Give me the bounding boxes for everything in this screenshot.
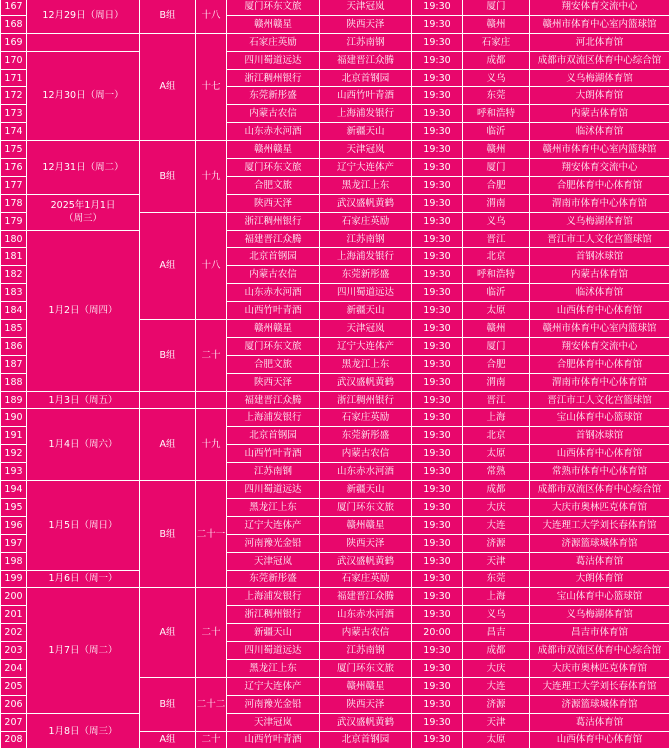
match-time: 19:30 — [412, 463, 463, 481]
match-number: 207 — [1, 713, 27, 731]
home-team: 内蒙古农信 — [227, 105, 320, 123]
match-venue: 葛沽体育馆 — [530, 552, 670, 570]
away-team: 陕西天泽 — [320, 534, 412, 552]
match-venue: 赣州市体育中心室内篮球馆 — [530, 320, 670, 338]
away-team: 武汉盛帆黄鹤 — [320, 194, 412, 212]
match-time: 19:30 — [412, 642, 463, 660]
away-team: 辽宁大连体产 — [320, 159, 412, 177]
group-label — [140, 391, 196, 409]
match-venue: 翔安体育交流中心 — [530, 159, 670, 177]
home-team: 辽宁大连体产 — [227, 677, 320, 695]
home-team: 江苏南钢 — [227, 463, 320, 481]
table-row — [1, 51, 670, 69]
match-number: 182 — [1, 266, 27, 284]
match-city: 呼和浩特 — [463, 105, 530, 123]
away-team: 石家庄英励 — [320, 212, 412, 230]
match-date: 1月3日（周五） — [27, 391, 140, 409]
home-team: 上海浦发银行 — [227, 409, 320, 427]
match-venue: 山西体育中心体育馆 — [530, 302, 670, 320]
home-team: 黑龙江上东 — [227, 659, 320, 677]
match-venue: 赣州市体育中心室内篮球馆 — [530, 141, 670, 159]
match-time: 19:30 — [412, 105, 463, 123]
match-number: 208 — [1, 731, 27, 749]
match-time: 19:30 — [412, 481, 463, 499]
match-number: 185 — [1, 320, 27, 338]
home-team: 上海浦发银行 — [227, 588, 320, 606]
match-city: 赣州 — [463, 320, 530, 338]
match-date: 1月7日（周二） — [27, 588, 140, 713]
home-team: 福建晋江众腾 — [227, 391, 320, 409]
match-city: 大连 — [463, 677, 530, 695]
match-date: 1月2日（周四） — [27, 230, 140, 391]
table-row — [1, 713, 670, 731]
match-number: 171 — [1, 69, 27, 87]
home-team: 辽宁大连体产 — [227, 516, 320, 534]
round-label: 十八 — [196, 212, 227, 319]
match-number: 188 — [1, 373, 27, 391]
match-venue: 大连理工大学刘长春体育馆 — [530, 516, 670, 534]
match-city: 上海 — [463, 588, 530, 606]
match-city: 临沂 — [463, 123, 530, 141]
match-city: 太原 — [463, 302, 530, 320]
home-team: 浙江稠州银行 — [227, 212, 320, 230]
match-venue: 赣州市体育中心室内篮球馆 — [530, 15, 670, 33]
away-team: 新疆天山 — [320, 123, 412, 141]
match-city: 大庆 — [463, 498, 530, 516]
away-team: 厦门环东文旅 — [320, 659, 412, 677]
match-venue: 大庆市奥林匹克体育馆 — [530, 498, 670, 516]
home-team: 四川蜀道远达 — [227, 642, 320, 660]
match-time: 19:30 — [412, 534, 463, 552]
match-time: 19:30 — [412, 588, 463, 606]
match-number: 197 — [1, 534, 27, 552]
match-number: 202 — [1, 624, 27, 642]
match-city: 北京 — [463, 427, 530, 445]
match-number: 169 — [1, 33, 27, 51]
match-city: 北京 — [463, 248, 530, 266]
match-number: 168 — [1, 15, 27, 33]
home-team: 福建晋江众腾 — [227, 230, 320, 248]
match-date: 2025年1月1日 （周三） — [27, 194, 140, 230]
away-team: 山东赤水河酒 — [320, 463, 412, 481]
away-team: 东莞新彤盛 — [320, 266, 412, 284]
match-city: 太原 — [463, 731, 530, 749]
round-label: 十九 — [196, 409, 227, 481]
away-team: 陕西天泽 — [320, 15, 412, 33]
match-time: 19:30 — [412, 677, 463, 695]
away-team: 江苏南钢 — [320, 33, 412, 51]
home-team: 赣州赣星 — [227, 15, 320, 33]
match-venue: 晋江市工人文化宫篮球馆 — [530, 391, 670, 409]
group-label: B组 — [140, 320, 196, 392]
group-label: B组 — [140, 0, 196, 33]
away-team: 江苏南钢 — [320, 642, 412, 660]
match-venue: 济源篮球城体育馆 — [530, 695, 670, 713]
round-label: 二十 — [196, 731, 227, 749]
match-date: 12月31日（周二） — [27, 141, 140, 195]
match-time: 19:30 — [412, 266, 463, 284]
match-date: 1月5日（周日） — [27, 481, 140, 570]
match-city: 临沂 — [463, 284, 530, 302]
match-venue: 义乌梅湖体育馆 — [530, 606, 670, 624]
match-time: 19:30 — [412, 159, 463, 177]
home-team: 北京首钢园 — [227, 248, 320, 266]
match-city: 厦门 — [463, 337, 530, 355]
match-number: 186 — [1, 337, 27, 355]
round-label — [196, 391, 227, 409]
away-team: 福建晋江众腾 — [320, 51, 412, 69]
match-city: 济源 — [463, 695, 530, 713]
match-time: 19:30 — [412, 516, 463, 534]
match-city: 太原 — [463, 445, 530, 463]
match-number: 198 — [1, 552, 27, 570]
home-team: 赣州赣星 — [227, 320, 320, 338]
match-number: 183 — [1, 284, 27, 302]
match-time: 19:30 — [412, 552, 463, 570]
table-row — [1, 391, 670, 409]
match-venue: 大庆市奥林匹克体育馆 — [530, 659, 670, 677]
match-city: 济源 — [463, 534, 530, 552]
match-city: 大连 — [463, 516, 530, 534]
match-venue: 首钢冰球馆 — [530, 248, 670, 266]
group-label: A组 — [140, 409, 196, 481]
match-venue: 临沭体育馆 — [530, 123, 670, 141]
match-city: 义乌 — [463, 69, 530, 87]
match-number: 203 — [1, 642, 27, 660]
match-number: 184 — [1, 302, 27, 320]
match-time: 19:30 — [412, 141, 463, 159]
match-number: 195 — [1, 498, 27, 516]
match-venue: 翔安体育交流中心 — [530, 0, 670, 15]
match-venue: 河北体育馆 — [530, 33, 670, 51]
match-time: 19:30 — [412, 87, 463, 105]
match-time: 19:30 — [412, 51, 463, 69]
home-team: 天津冠岚 — [227, 552, 320, 570]
home-team: 合肥文旅 — [227, 355, 320, 373]
home-team: 山东赤水河酒 — [227, 123, 320, 141]
match-number: 192 — [1, 445, 27, 463]
away-team: 上海浦发银行 — [320, 248, 412, 266]
match-city: 大庆 — [463, 659, 530, 677]
table-row — [1, 570, 670, 588]
match-number: 181 — [1, 248, 27, 266]
home-team: 内蒙古农信 — [227, 266, 320, 284]
match-number: 196 — [1, 516, 27, 534]
match-city: 晋江 — [463, 391, 530, 409]
away-team: 北京首钢园 — [320, 731, 412, 749]
match-number: 191 — [1, 427, 27, 445]
match-time: 19:30 — [412, 373, 463, 391]
round-label: 十八 — [196, 0, 227, 33]
match-time: 19:30 — [412, 427, 463, 445]
match-city: 义乌 — [463, 606, 530, 624]
match-time: 19:30 — [412, 248, 463, 266]
away-team: 赣州赣星 — [320, 516, 412, 534]
match-time: 19:30 — [412, 695, 463, 713]
match-number: 180 — [1, 230, 27, 248]
round-label: 二十 — [196, 588, 227, 677]
home-team: 浙江稠州银行 — [227, 606, 320, 624]
round-label: 十七 — [196, 33, 227, 140]
match-number: 199 — [1, 570, 27, 588]
match-number: 205 — [1, 677, 27, 695]
match-time: 19:30 — [412, 212, 463, 230]
table-row — [1, 141, 670, 159]
match-venue: 合肥体育中心体育馆 — [530, 355, 670, 373]
away-team: 四川蜀道远达 — [320, 284, 412, 302]
match-venue: 成都市双流区体育中心综合馆 — [530, 481, 670, 499]
match-time: 19:30 — [412, 355, 463, 373]
match-number: 170 — [1, 51, 27, 69]
match-city: 常熟 — [463, 463, 530, 481]
away-team: 山西竹叶青酒 — [320, 87, 412, 105]
home-team: 厦门环东文旅 — [227, 0, 320, 15]
away-team: 天津冠岚 — [320, 0, 412, 15]
away-team: 福建晋江众腾 — [320, 588, 412, 606]
match-venue: 山西体育中心体育馆 — [530, 731, 670, 749]
home-team: 陕西天泽 — [227, 194, 320, 212]
table-row — [1, 409, 670, 427]
away-team: 北京首钢园 — [320, 69, 412, 87]
match-city: 天津 — [463, 552, 530, 570]
match-city: 赣州 — [463, 141, 530, 159]
away-team: 赣州赣星 — [320, 677, 412, 695]
home-team: 石家庄英励 — [227, 33, 320, 51]
match-venue: 大朗体育馆 — [530, 570, 670, 588]
match-venue: 渭南市体育中心体育馆 — [530, 194, 670, 212]
group-label: B组 — [140, 481, 196, 588]
match-time: 19:30 — [412, 320, 463, 338]
match-city: 昌吉 — [463, 624, 530, 642]
away-team: 东莞新彤盛 — [320, 427, 412, 445]
match-venue: 渭南市体育中心体育馆 — [530, 373, 670, 391]
match-city: 合肥 — [463, 176, 530, 194]
match-venue: 山西体育中心体育馆 — [530, 445, 670, 463]
match-date: 12月30日（周一） — [27, 51, 140, 140]
match-time: 19:30 — [412, 731, 463, 749]
match-time: 19:30 — [412, 33, 463, 51]
match-venue: 义乌梅湖体育馆 — [530, 69, 670, 87]
match-date — [27, 33, 140, 51]
match-venue: 义乌梅湖体育馆 — [530, 212, 670, 230]
match-date: 1月8日（周三） — [27, 713, 140, 749]
match-venue: 葛沽体育馆 — [530, 713, 670, 731]
away-team: 武汉盛帆黄鹤 — [320, 552, 412, 570]
match-city: 厦门 — [463, 0, 530, 15]
match-number: 201 — [1, 606, 27, 624]
home-team: 天津冠岚 — [227, 713, 320, 731]
match-number: 173 — [1, 105, 27, 123]
match-time: 19:30 — [412, 498, 463, 516]
home-team: 四川蜀道远达 — [227, 481, 320, 499]
away-team: 新疆天山 — [320, 302, 412, 320]
match-city: 成都 — [463, 51, 530, 69]
away-team: 武汉盛帆黄鹤 — [320, 373, 412, 391]
match-city: 东莞 — [463, 570, 530, 588]
match-number: 200 — [1, 588, 27, 606]
match-venue: 成都市双流区体育中心综合馆 — [530, 642, 670, 660]
match-venue: 临沭体育馆 — [530, 284, 670, 302]
match-time: 19:30 — [412, 176, 463, 194]
match-city: 东莞 — [463, 87, 530, 105]
match-city: 义乌 — [463, 212, 530, 230]
home-team: 东莞新彤盛 — [227, 87, 320, 105]
home-team: 四川蜀道远达 — [227, 51, 320, 69]
match-number: 190 — [1, 409, 27, 427]
match-city: 成都 — [463, 481, 530, 499]
group-label: B组 — [140, 141, 196, 213]
match-venue: 合肥体育中心体育馆 — [530, 176, 670, 194]
home-team: 新疆天山 — [227, 624, 320, 642]
away-team: 石家庄英励 — [320, 570, 412, 588]
match-number: 193 — [1, 463, 27, 481]
match-time: 20:00 — [412, 624, 463, 642]
home-team: 厦门环东文旅 — [227, 159, 320, 177]
round-label: 十九 — [196, 141, 227, 213]
away-team: 武汉盛帆黄鹤 — [320, 713, 412, 731]
match-venue: 晋江市工人文化宫篮球馆 — [530, 230, 670, 248]
away-team: 厦门环东文旅 — [320, 498, 412, 516]
match-venue: 首钢冰球馆 — [530, 427, 670, 445]
match-date: 1月4日（周六） — [27, 409, 140, 481]
group-label: B组 — [140, 677, 196, 731]
table-row — [1, 0, 670, 15]
match-venue: 成都市双流区体育中心综合馆 — [530, 51, 670, 69]
round-label: 二十一 — [196, 481, 227, 588]
away-team: 上海浦发银行 — [320, 105, 412, 123]
home-team: 黑龙江上东 — [227, 498, 320, 516]
match-time: 19:30 — [412, 0, 463, 15]
match-city: 渭南 — [463, 373, 530, 391]
away-team: 石家庄英励 — [320, 409, 412, 427]
match-date: 1月6日（周一） — [27, 570, 140, 588]
match-number: 194 — [1, 481, 27, 499]
table-row — [1, 588, 670, 606]
match-venue: 内蒙古体育馆 — [530, 266, 670, 284]
away-team: 浙江稠州银行 — [320, 391, 412, 409]
match-venue: 翔安体育交流中心 — [530, 337, 670, 355]
home-team: 河南豫光金铅 — [227, 534, 320, 552]
match-time: 19:30 — [412, 409, 463, 427]
round-label: 二十 — [196, 320, 227, 392]
match-city: 呼和浩特 — [463, 266, 530, 284]
match-venue: 宝山体育中心篮球馆 — [530, 588, 670, 606]
match-number: 172 — [1, 87, 27, 105]
away-team: 山东赤水河酒 — [320, 606, 412, 624]
match-time: 19:30 — [412, 284, 463, 302]
match-number: 177 — [1, 176, 27, 194]
match-city: 天津 — [463, 713, 530, 731]
match-time: 19:30 — [412, 302, 463, 320]
home-team: 山西竹叶青酒 — [227, 731, 320, 749]
match-city: 上海 — [463, 409, 530, 427]
table-row — [1, 481, 670, 499]
away-team: 天津冠岚 — [320, 141, 412, 159]
match-city: 晋江 — [463, 230, 530, 248]
match-time: 19:30 — [412, 570, 463, 588]
match-time: 19:30 — [412, 194, 463, 212]
away-team: 黑龙江上东 — [320, 176, 412, 194]
match-venue: 昌吉市体育馆 — [530, 624, 670, 642]
match-time: 19:30 — [412, 606, 463, 624]
match-time: 19:30 — [412, 713, 463, 731]
home-team: 浙江稠州银行 — [227, 69, 320, 87]
away-team: 黑龙江上东 — [320, 355, 412, 373]
home-team: 北京首钢园 — [227, 427, 320, 445]
table-row — [1, 230, 670, 248]
home-team: 合肥文旅 — [227, 176, 320, 194]
match-time: 19:30 — [412, 69, 463, 87]
match-city: 渭南 — [463, 194, 530, 212]
home-team: 赣州赣星 — [227, 141, 320, 159]
round-label: 二十二 — [196, 677, 227, 731]
match-venue: 宝山体育中心篮球馆 — [530, 409, 670, 427]
away-team: 内蒙古农信 — [320, 624, 412, 642]
match-number: 206 — [1, 695, 27, 713]
away-team: 天津冠岚 — [320, 320, 412, 338]
table-row — [1, 33, 670, 51]
match-venue: 内蒙古体育馆 — [530, 105, 670, 123]
match-venue: 大朗体育馆 — [530, 87, 670, 105]
group-label: A组 — [140, 588, 196, 677]
match-number: 174 — [1, 123, 27, 141]
match-number: 179 — [1, 212, 27, 230]
home-team: 河南豫光金铅 — [227, 695, 320, 713]
home-team: 厦门环东文旅 — [227, 337, 320, 355]
group-label: A组 — [140, 33, 196, 140]
match-date: 12月29日（周日） — [27, 0, 140, 33]
match-city: 厦门 — [463, 159, 530, 177]
away-team: 江苏南钢 — [320, 230, 412, 248]
match-number: 167 — [1, 0, 27, 15]
away-team: 新疆天山 — [320, 481, 412, 499]
home-team: 陕西天泽 — [227, 373, 320, 391]
match-time: 19:30 — [412, 15, 463, 33]
match-city: 赣州 — [463, 15, 530, 33]
home-team: 山东赤水河酒 — [227, 284, 320, 302]
match-city: 成都 — [463, 642, 530, 660]
home-team: 山西竹叶青酒 — [227, 445, 320, 463]
match-time: 19:30 — [412, 391, 463, 409]
match-time: 19:30 — [412, 230, 463, 248]
home-team: 山西竹叶青酒 — [227, 302, 320, 320]
match-number: 178 — [1, 194, 27, 212]
away-team: 内蒙古农信 — [320, 445, 412, 463]
table-row — [1, 194, 670, 212]
group-label: A组 — [140, 212, 196, 319]
match-number: 204 — [1, 659, 27, 677]
match-city: 石家庄 — [463, 33, 530, 51]
match-time: 19:30 — [412, 337, 463, 355]
match-time: 19:30 — [412, 659, 463, 677]
away-team: 陕西天泽 — [320, 695, 412, 713]
group-label: A组 — [140, 731, 196, 749]
away-team: 辽宁大连体产 — [320, 337, 412, 355]
match-time: 19:30 — [412, 445, 463, 463]
match-city: 合肥 — [463, 355, 530, 373]
match-number: 176 — [1, 159, 27, 177]
match-venue: 大连理工大学刘长春体育馆 — [530, 677, 670, 695]
match-time: 19:30 — [412, 123, 463, 141]
match-number: 175 — [1, 141, 27, 159]
match-number: 187 — [1, 355, 27, 373]
match-number: 189 — [1, 391, 27, 409]
match-venue: 济源篮球城体育馆 — [530, 534, 670, 552]
home-team: 东莞新彤盛 — [227, 570, 320, 588]
match-venue: 常熟市体育中心体育馆 — [530, 463, 670, 481]
